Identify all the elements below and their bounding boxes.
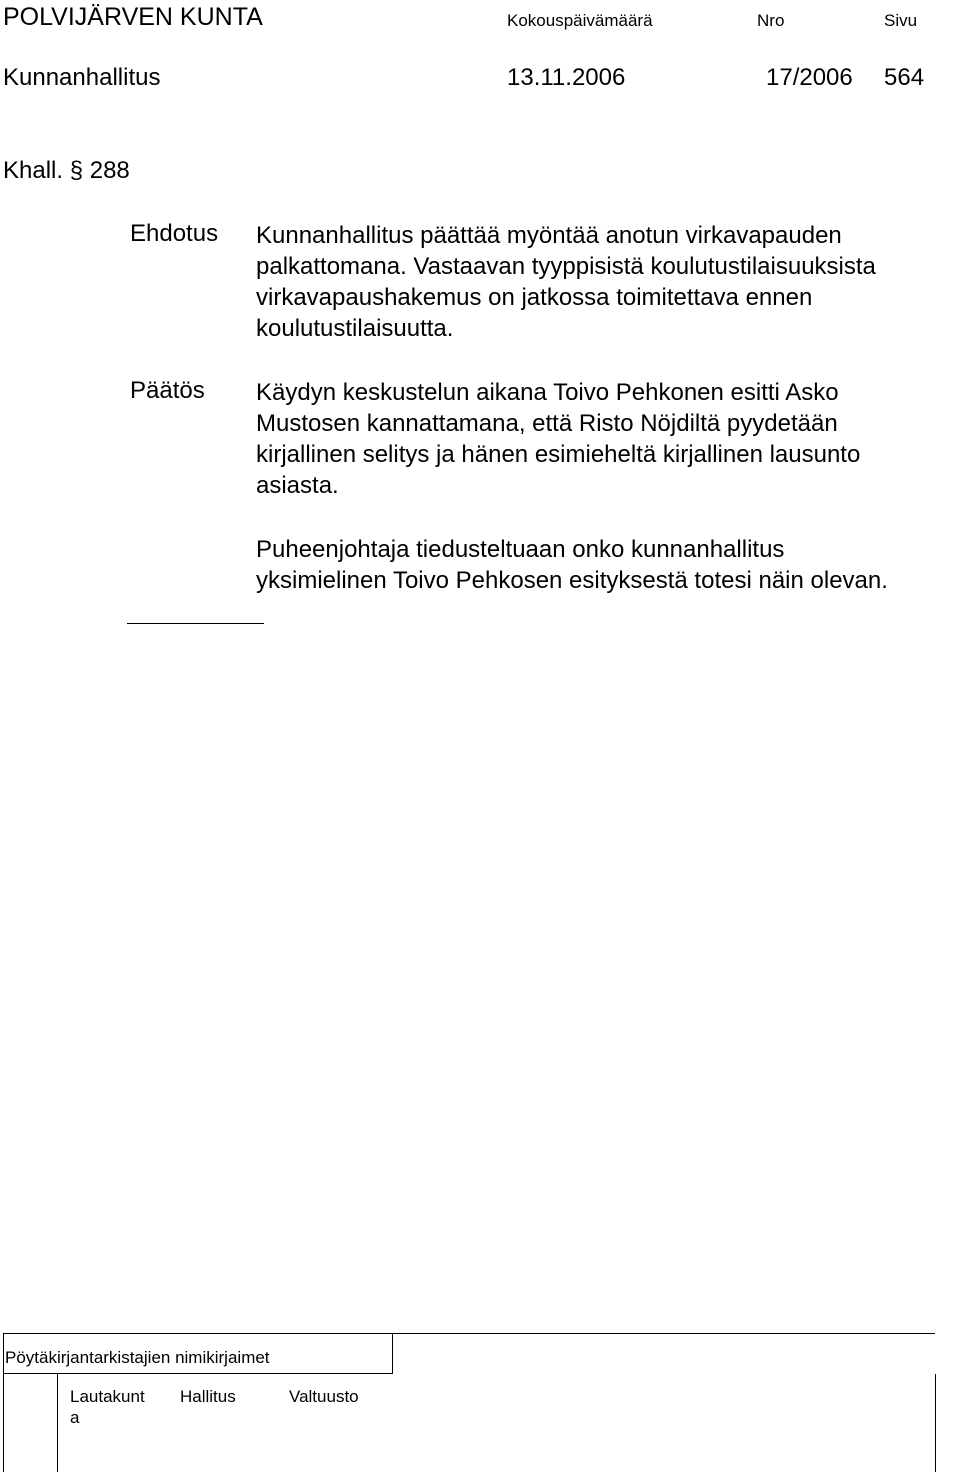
paatos-line: kirjallinen selitys ja hänen esimieheltä kirjallinen lausunto [256, 441, 861, 468]
ehdotus-line: virkavapaushakemus on jatkossa toimitettava ennen [256, 284, 813, 311]
section-reference: Khall. § 288 [3, 157, 130, 184]
footer-signature-bottom-rule [3, 1373, 393, 1374]
ehdotus-line: Kunnanhallitus päättää myöntää anotun virkavapauden [256, 222, 842, 249]
footer-col-divider [57, 1374, 58, 1472]
ehdotus-line: palkattomana. Vastaavan tyyppisistä koulutustilaisuuksista [256, 253, 876, 280]
ehdotus-line: koulutustilaisuutta. [256, 315, 454, 342]
paatos-line: Mustosen kannattamana, että Risto Nöjdiltä pyydetään [256, 410, 838, 437]
footer-top-rule [3, 1333, 935, 1334]
section-end-rule [127, 623, 264, 624]
ehdotus-text [256, 220, 876, 344]
paatos-line: Puheenjohtaja tiedusteltuaan onko kunnanhallitus [256, 536, 785, 563]
page-label: Sivu [884, 11, 918, 30]
footer-signature-divider [392, 1333, 393, 1373]
number-label: Nro [757, 11, 785, 30]
footer-valtuusto: Valtuusto [289, 1387, 359, 1406]
signatures-label: Pöytäkirjantarkistajien nimikirjaimet [5, 1348, 270, 1367]
paatos-line: asiasta. [256, 472, 339, 499]
footer-lautakunta-line1: Lautakunt [70, 1387, 145, 1406]
footer-hallitus: Hallitus [180, 1387, 236, 1406]
page-number: 564 [884, 64, 925, 91]
meeting-number: 17/2006 [766, 64, 853, 91]
paatos-line: Käydyn keskustelun aikana Toivo Pehkonen esitti Asko [256, 379, 839, 406]
footer-right-border [935, 1374, 936, 1472]
paatos-label: Päätös [130, 377, 205, 404]
footer-lautakunta-line2: a [70, 1408, 80, 1427]
meeting-date: 13.11.2006 [507, 64, 626, 91]
ehdotus-label: Ehdotus [130, 220, 219, 247]
footer-left-border [3, 1333, 4, 1472]
municipality-name: POLVIJÄRVEN KUNTA [3, 3, 263, 31]
paatos-line: yksimielinen Toivo Pehkosen esityksestä totesi näin olevan. [256, 567, 888, 594]
paatos-conclusion [256, 534, 888, 596]
paatos-text [256, 377, 860, 501]
meeting-date-label: Kokouspäivämäärä [507, 11, 653, 30]
body-name: Kunnanhallitus [3, 64, 161, 91]
